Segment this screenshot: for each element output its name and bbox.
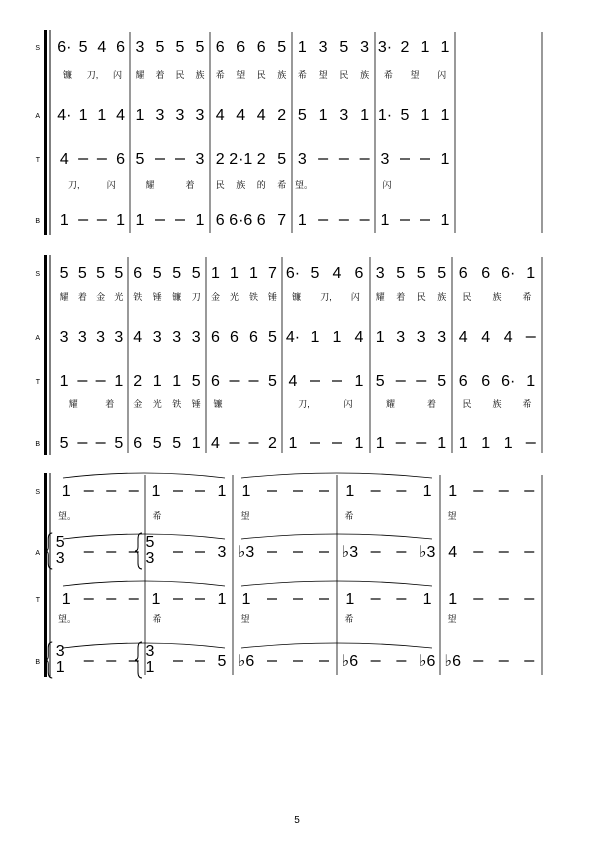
- note-digit: 1: [151, 483, 161, 500]
- lyric-char: 镰: [172, 292, 182, 302]
- note-digit: 6: [458, 265, 468, 282]
- lyric-char: 希: [215, 70, 225, 80]
- note-digit: 5: [172, 265, 182, 282]
- note-digit: 1: [61, 591, 71, 608]
- note-digit: 3: [217, 544, 227, 561]
- note-digit: 4·: [57, 107, 72, 124]
- voice-label: T: [35, 379, 40, 386]
- note-digit: 1: [297, 39, 307, 56]
- lyric-char: 耀: [385, 399, 396, 409]
- lyric-char: 着: [77, 292, 87, 302]
- note-digit: 1: [78, 107, 88, 124]
- note-digit: 4: [458, 329, 468, 346]
- note-digit: 3: [77, 329, 87, 346]
- note-digit: 1: [440, 212, 450, 229]
- note-digit: 3: [114, 329, 124, 346]
- note-digit: 7: [277, 212, 287, 229]
- note-digit: 3: [135, 39, 145, 56]
- note-digit: 6·: [285, 265, 301, 282]
- note-digit: 1: [241, 483, 251, 500]
- lyric-char: 耀: [135, 70, 145, 80]
- lyric-char: 锤: [191, 399, 201, 409]
- lyric-char: 望: [240, 511, 250, 521]
- lyric-char: 着: [396, 292, 406, 302]
- lyric-char: 希: [344, 511, 354, 521]
- note-digit: 1: [440, 39, 450, 56]
- note-digit: 6: [215, 39, 225, 56]
- lyric-char: 希: [152, 511, 162, 521]
- chord-note-lower: 1: [55, 659, 65, 676]
- note-digit: 6: [256, 212, 266, 229]
- chord-note-lower: 3: [55, 550, 65, 567]
- note-digit: 5: [437, 373, 447, 390]
- page-number: 5: [294, 815, 300, 826]
- note-digit: 5: [217, 653, 227, 670]
- lyric-char: 族: [492, 292, 502, 302]
- slur: [63, 643, 225, 648]
- voice-label: B: [35, 659, 40, 666]
- note-digit: 6: [133, 435, 143, 452]
- note-digit: 1: [230, 265, 239, 282]
- lyric-char: 望: [447, 614, 457, 624]
- lyric-char: 望。: [294, 180, 314, 190]
- lyric-char: 锤: [267, 292, 278, 302]
- note-digit: 5: [277, 39, 287, 56]
- note-digit: 4: [211, 435, 220, 452]
- chord-note-upper: 3: [55, 643, 65, 660]
- note-digit: 1: [152, 373, 162, 390]
- note-digit: 5: [152, 435, 162, 452]
- lyric-char: 民: [175, 70, 185, 80]
- note-digit: 4: [332, 265, 342, 282]
- lyric-char: 铁: [248, 292, 259, 302]
- lyric-char: 镰: [62, 70, 73, 80]
- note-digit: 2: [400, 39, 410, 56]
- lyric-char: 望。: [57, 614, 77, 624]
- note-digit: 1: [249, 265, 258, 282]
- lyric-char: 族: [277, 70, 287, 80]
- note-digit: 5: [195, 39, 205, 56]
- note-digit: 2: [215, 151, 225, 168]
- note-digit: 3: [318, 39, 328, 56]
- lyric-char: 族: [492, 399, 502, 409]
- note-digit: 5: [268, 373, 277, 390]
- chord-note-lower: 3: [145, 550, 155, 567]
- note-digit: ♭6: [341, 653, 359, 670]
- note-digit: 1: [440, 107, 450, 124]
- note-digit: 2: [256, 151, 266, 168]
- note-digit: 3: [152, 329, 162, 346]
- note-digit: 1: [420, 39, 430, 56]
- note-digit: 1: [318, 107, 328, 124]
- lyric-char: 镰: [292, 292, 302, 302]
- note-digit: 1: [422, 483, 432, 500]
- note-digit: 1: [345, 483, 355, 500]
- lyric-char: 希: [522, 292, 532, 302]
- note-digit: 5: [277, 151, 287, 168]
- system-bracket: [44, 473, 47, 677]
- note-digit: 3: [155, 107, 165, 124]
- note-digit: 6: [215, 212, 225, 229]
- note-digit: 6: [354, 265, 364, 282]
- lyric-char: 着: [105, 399, 115, 409]
- note-digit: 4: [97, 39, 107, 56]
- note-digit: 4: [236, 107, 246, 124]
- note-digit: 5: [191, 265, 201, 282]
- note-digit: 1: [195, 212, 205, 229]
- note-digit: ♭6: [237, 653, 255, 670]
- lyric-char: 闪: [343, 399, 353, 409]
- note-digit: 6: [481, 373, 491, 390]
- note-digit: 3: [59, 329, 69, 346]
- note-digit: 1: [114, 373, 124, 390]
- note-digit: 4: [215, 107, 225, 124]
- note-digit: 5: [152, 265, 162, 282]
- note-digit: 1: [458, 435, 468, 452]
- lyric-char: 希: [344, 614, 354, 624]
- note-digit: 2: [277, 107, 287, 124]
- note-digit: ♭3: [341, 544, 359, 561]
- note-digit: 3: [195, 151, 205, 168]
- note-digit: 3: [360, 39, 370, 56]
- lyric-char: 光: [152, 399, 162, 409]
- note-digit: 1: [481, 435, 491, 452]
- lyric-char: 刀,: [86, 70, 99, 80]
- notation: [35, 39, 535, 676]
- voice-label: S: [35, 489, 40, 496]
- chord-note-upper: 5: [55, 534, 65, 551]
- lyric-char: 希: [522, 399, 532, 409]
- voice-label: B: [35, 441, 40, 448]
- note-digit: 1: [360, 107, 370, 124]
- note-digit: 6: [211, 329, 220, 346]
- slur: [63, 581, 225, 586]
- note-digit: 4·: [285, 329, 301, 346]
- note-digit: 6: [211, 373, 220, 390]
- chord-note-upper: 3: [145, 643, 155, 660]
- lyric-char: 民: [215, 180, 225, 190]
- lyric-char: 刀,: [67, 180, 80, 190]
- note-digit: 1: [526, 373, 536, 390]
- lyric-char: 耀: [145, 180, 155, 190]
- note-digit: 1: [135, 212, 145, 229]
- lyric-char: 闪: [382, 180, 392, 190]
- voice-label: S: [35, 45, 40, 52]
- note-digit: 3: [437, 329, 447, 346]
- note-digit: 6·: [501, 265, 516, 282]
- voice-label: A: [35, 113, 40, 120]
- note-digit: 5: [59, 265, 69, 282]
- note-digit: 1: [191, 435, 201, 452]
- lyric-char: 族: [360, 70, 370, 80]
- note-digit: 1: [61, 483, 71, 500]
- lyric-char: 民: [339, 70, 349, 80]
- note-digit: 1: [448, 483, 458, 500]
- lyric-char: 民: [256, 70, 266, 80]
- note-digit: 1: [288, 435, 298, 452]
- lyric-char: 着: [185, 180, 195, 190]
- note-digit: 4: [354, 329, 364, 346]
- lyric-char: 闪: [437, 70, 447, 80]
- note-digit: 5: [396, 265, 406, 282]
- note-digit: 1: [217, 483, 227, 500]
- note-digit: 3: [96, 329, 106, 346]
- lyric-char: 闪: [106, 180, 116, 190]
- note-digit: 1: [241, 591, 251, 608]
- lyric-char: 光: [229, 292, 240, 302]
- note-digit: 4: [448, 544, 458, 561]
- lyric-char: 耀: [59, 292, 69, 302]
- note-digit: 5: [400, 107, 410, 124]
- lyric-char: 希: [297, 70, 307, 80]
- note-digit: 1: [503, 435, 513, 452]
- note-digit: 5: [268, 329, 277, 346]
- note-digit: 1: [375, 329, 385, 346]
- system-bracket: [44, 255, 47, 455]
- note-digit: 1: [135, 107, 145, 124]
- chord-note-lower: 1: [145, 659, 155, 676]
- voice-label: A: [35, 335, 40, 342]
- note-digit: 2: [133, 373, 143, 390]
- note-digit: 1: [116, 212, 126, 229]
- voice-label: B: [35, 218, 40, 225]
- note-digit: 1: [345, 591, 355, 608]
- note-digit: 4: [256, 107, 266, 124]
- note-digit: 5: [191, 373, 201, 390]
- lyric-char: 刀,: [320, 292, 332, 302]
- note-digit: 1: [375, 435, 385, 452]
- note-digit: 1: [526, 265, 536, 282]
- note-digit: 5: [77, 265, 87, 282]
- lyric-char: 民: [416, 292, 426, 302]
- note-digit: 1·: [377, 107, 393, 124]
- note-digit: 3: [191, 329, 201, 346]
- note-digit: 3: [380, 151, 390, 168]
- lyric-char: 望: [236, 70, 246, 80]
- note-digit: 6: [256, 39, 266, 56]
- voice-label: T: [35, 157, 40, 164]
- note-digit: 1: [211, 265, 220, 282]
- lyric-char: 金: [133, 399, 143, 409]
- note-digit: 6: [230, 329, 239, 346]
- note-digit: 1: [440, 151, 450, 168]
- note-digit: 6: [116, 39, 126, 56]
- note-digit: 3: [172, 329, 182, 346]
- note-digit: 5: [339, 39, 349, 56]
- lyric-char: 耀: [375, 292, 385, 302]
- note-digit: 5: [416, 265, 426, 282]
- chord-note-upper: 5: [145, 534, 155, 551]
- note-digit: 5: [172, 435, 182, 452]
- system-bracket: [44, 30, 47, 235]
- lyric-char: 希: [383, 70, 393, 80]
- note-digit: 5: [437, 265, 447, 282]
- note-digit: 6: [236, 39, 246, 56]
- note-digit: 1: [59, 373, 69, 390]
- lyric-char: 希: [277, 180, 287, 190]
- lyric-char: 金: [210, 292, 221, 302]
- note-digit: 6: [458, 373, 468, 390]
- note-digit: 3: [375, 265, 385, 282]
- note-digit: 1: [354, 435, 364, 452]
- note-digit: 1: [354, 373, 364, 390]
- lyric-char: 锤: [152, 292, 162, 302]
- note-digit: 4: [503, 329, 513, 346]
- note-digit: 4: [481, 329, 491, 346]
- lyric-char: 光: [114, 292, 124, 302]
- barlines-and-brackets: [44, 30, 542, 677]
- note-digit: 6·6: [229, 212, 253, 229]
- lyric-char: 望: [240, 614, 250, 624]
- lyric-char: 镰: [213, 399, 223, 409]
- note-digit: 2: [268, 435, 277, 452]
- note-digit: 1: [151, 591, 161, 608]
- note-digit: 1: [448, 591, 458, 608]
- note-digit: 5: [155, 39, 165, 56]
- lyric-char: 刀: [191, 292, 201, 302]
- note-digit: 1: [310, 329, 320, 346]
- lyric-char: 望: [447, 511, 457, 521]
- slur: [63, 534, 225, 539]
- lyric-char: 铁: [133, 292, 143, 302]
- lyric-char: 的: [256, 180, 266, 190]
- note-digit: 6·: [501, 373, 516, 390]
- voice-label: S: [35, 271, 40, 278]
- lyric-char: 金: [96, 292, 106, 302]
- note-digit: 5: [297, 107, 307, 124]
- note-digit: 6: [116, 151, 126, 168]
- note-digit: 4: [288, 373, 298, 390]
- note-digit: 1: [217, 591, 227, 608]
- lyric-char: 耀: [68, 399, 78, 409]
- lyric-char: 着: [155, 70, 165, 80]
- note-digit: 3: [396, 329, 406, 346]
- note-digit: 6: [249, 329, 258, 346]
- note-digit: 5: [375, 373, 385, 390]
- note-digit: 5: [114, 265, 124, 282]
- lyric-char: 刀,: [298, 399, 310, 409]
- note-digit: 2·1: [229, 151, 253, 168]
- note-digit: 5: [114, 435, 124, 452]
- lyric-char: 民: [462, 399, 472, 409]
- note-digit: 5: [59, 435, 69, 452]
- slur: [241, 581, 432, 586]
- lyric-char: 闪: [112, 70, 123, 80]
- note-digit: 1: [437, 435, 447, 452]
- lyric-char: 铁: [172, 399, 182, 409]
- note-digit: 4: [59, 151, 69, 168]
- voice-label: T: [35, 597, 40, 604]
- lyric-char: 希: [152, 614, 162, 624]
- note-digit: 3: [416, 329, 426, 346]
- chord-brace: [135, 642, 142, 678]
- note-digit: ♭6: [418, 653, 436, 670]
- lyric-char: 望。: [57, 511, 77, 521]
- note-digit: 3: [297, 151, 307, 168]
- lyric-char: 民: [462, 292, 472, 302]
- note-digit: 1: [422, 591, 432, 608]
- note-digit: 6·: [57, 39, 72, 56]
- lyric-char: 着: [426, 399, 437, 409]
- note-digit: 4: [116, 107, 126, 124]
- chord-brace: [135, 533, 142, 569]
- lyrics: [55, 69, 532, 624]
- note-digit: 1: [297, 212, 307, 229]
- note-digit: 5: [96, 265, 106, 282]
- lyric-char: 族: [437, 292, 447, 302]
- lyric-char: 族: [195, 70, 205, 80]
- note-digit: 6: [133, 265, 143, 282]
- lyric-char: 望: [318, 70, 328, 80]
- note-digit: 5: [135, 151, 145, 168]
- note-digit: 3: [195, 107, 205, 124]
- voice-label: A: [35, 550, 40, 557]
- note-digit: 4: [133, 329, 143, 346]
- note-digit: 3: [175, 107, 185, 124]
- note-digit: 1: [59, 212, 69, 229]
- note-digit: 1: [332, 329, 342, 346]
- note-digit: 1: [172, 373, 182, 390]
- slur: [241, 643, 432, 648]
- note-digit: 5: [78, 39, 88, 56]
- slur: [241, 473, 432, 478]
- note-digit: ♭3: [418, 544, 436, 561]
- slur: [241, 534, 432, 539]
- note-digit: 7: [268, 265, 277, 282]
- slurs-and-dots: [45, 473, 432, 678]
- note-digit: 1: [420, 107, 430, 124]
- slur: [63, 473, 225, 478]
- lyric-char: 闪: [350, 292, 360, 302]
- note-digit: 1: [380, 212, 390, 229]
- note-digit: ♭3: [237, 544, 255, 561]
- note-digit: ♭6: [444, 653, 461, 670]
- lyric-char: 族: [236, 180, 246, 190]
- note-digit: 6: [481, 265, 491, 282]
- lyric-char: 望: [410, 70, 420, 80]
- note-digit: 5: [310, 265, 320, 282]
- note-digit: 3·: [377, 39, 393, 56]
- note-digit: 3: [339, 107, 349, 124]
- note-digit: 1: [97, 107, 107, 124]
- note-digit: 5: [175, 39, 185, 56]
